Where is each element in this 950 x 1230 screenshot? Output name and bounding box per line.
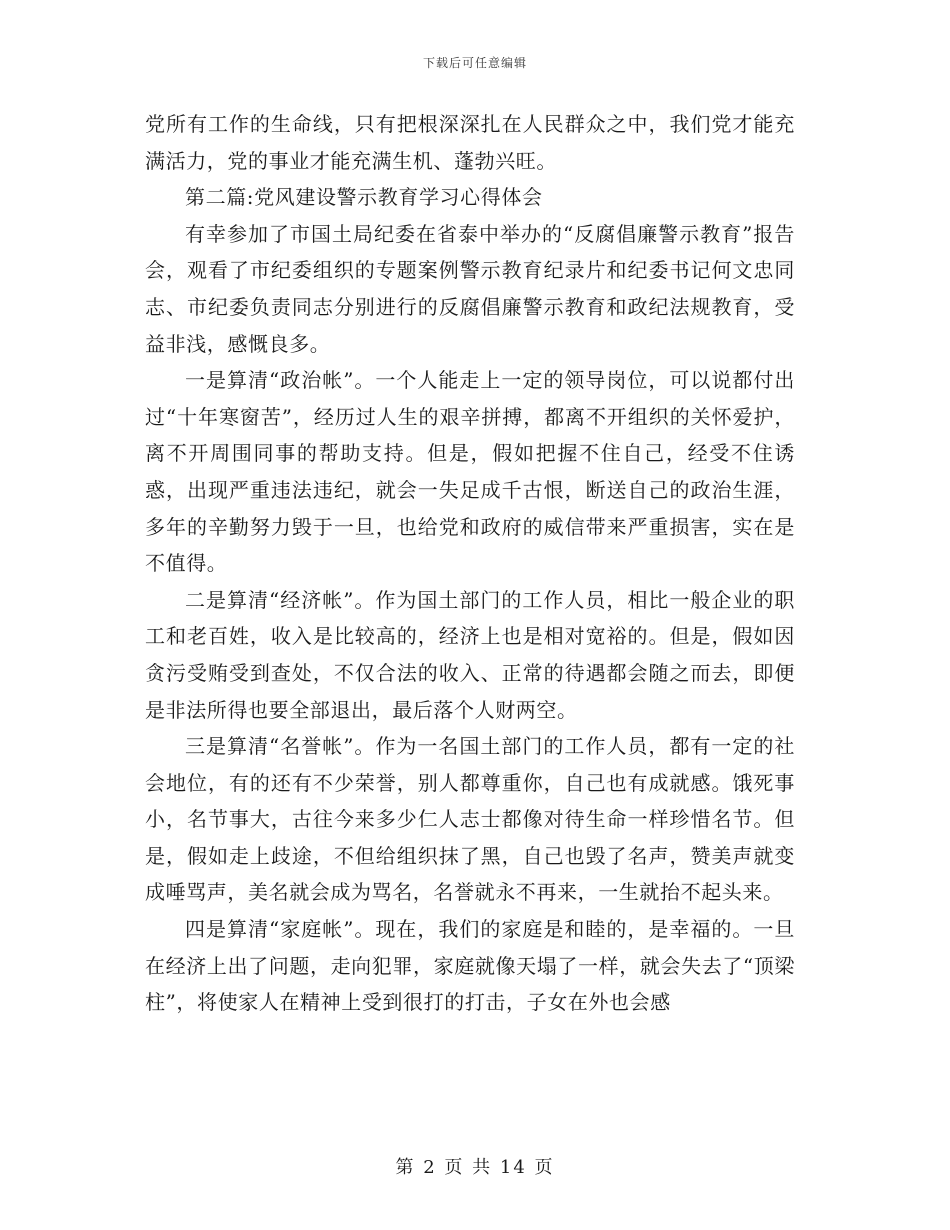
section-heading: 第二篇:党风建设警示教育学习心得体会: [185, 185, 543, 210]
paragraph: 四是算清“家庭帐”。现在，我们的家庭是和睦的，是幸福的。一旦在经济上出了问题，走向犯罪，家庭就像天塌了一样，就会失去了“顶梁柱”，将使家人在精神上受到很打的打击，子女在外也会感: [145, 917, 795, 1015]
download-edit-note: 下载后可任意编辑: [422, 56, 527, 70]
paragraph: 三是算清“名誉帐”。作为一名国土部门的工作人员，都有一定的社会地位，有的还有不少荣誉，别人都尊重你，自己也有成就感。饿死事小，名节事大，古往今来多少仁人志士都像对待生命一样珍惜名节。但是，假如走上歧途，不但给组织抹了黑，自己也毁了名声，赞美声就变成唾骂声，美名就会成为骂名，名誉就永不再来，一生就抬不起头来。: [145, 734, 795, 905]
paragraph: 党所有工作的生命线，只有把根深深扎在人民群众之中，我们党才能充满活力，党的事业才能充满生机、蓬勃兴旺。: [145, 112, 795, 173]
footer-middle: 页 共: [444, 1157, 493, 1178]
current-page-number: 2: [423, 1157, 437, 1178]
footer-prefix: 第: [395, 1157, 416, 1178]
footer-suffix: 页: [534, 1157, 555, 1178]
paragraph: 二是算清“经济帐”。作为国土部门的工作人员，相比一般企业的职工和老百姓，收入是比较高的，经济上也是相对宽裕的。但是，假如因贪污受贿受到查处，不仅合法的收入、正常的待遇都会随之而去，即便是非法所得也要全部退出，最后落个人财两空。: [145, 587, 795, 722]
paragraph: 有幸参加了市国土局纪委在省泰中举办的“反腐倡廉警示教育”报告会，观看了市纪委组织的专题案例警示教育纪录片和纪委书记何文忠同志、市纪委负责同志分别进行的反腐倡廉警示教育和政纪法规教育，受益非浅，感慨良多。: [145, 221, 795, 356]
page-number-footer: [0, 1153, 950, 1179]
total-page-count: 14: [499, 1157, 527, 1178]
paragraph: 一是算清“政治帐”。一个人能走上一定的领导岗位，可以说都付出过“十年寒窗苦”，经历过人生的艰辛拼搏，都离不开组织的关怀爱护，离不开周围同事的帮助支持。但是，假如把握不住自己，经受不住诱惑，出现严重违法违纪，就会一失足成千古恨，断送自己的政治生涯，多年的辛勤努力毁于一旦，也给党和政府的威信带来严重损害，实在是不值得。: [145, 368, 795, 576]
document-body: [145, 106, 795, 1021]
